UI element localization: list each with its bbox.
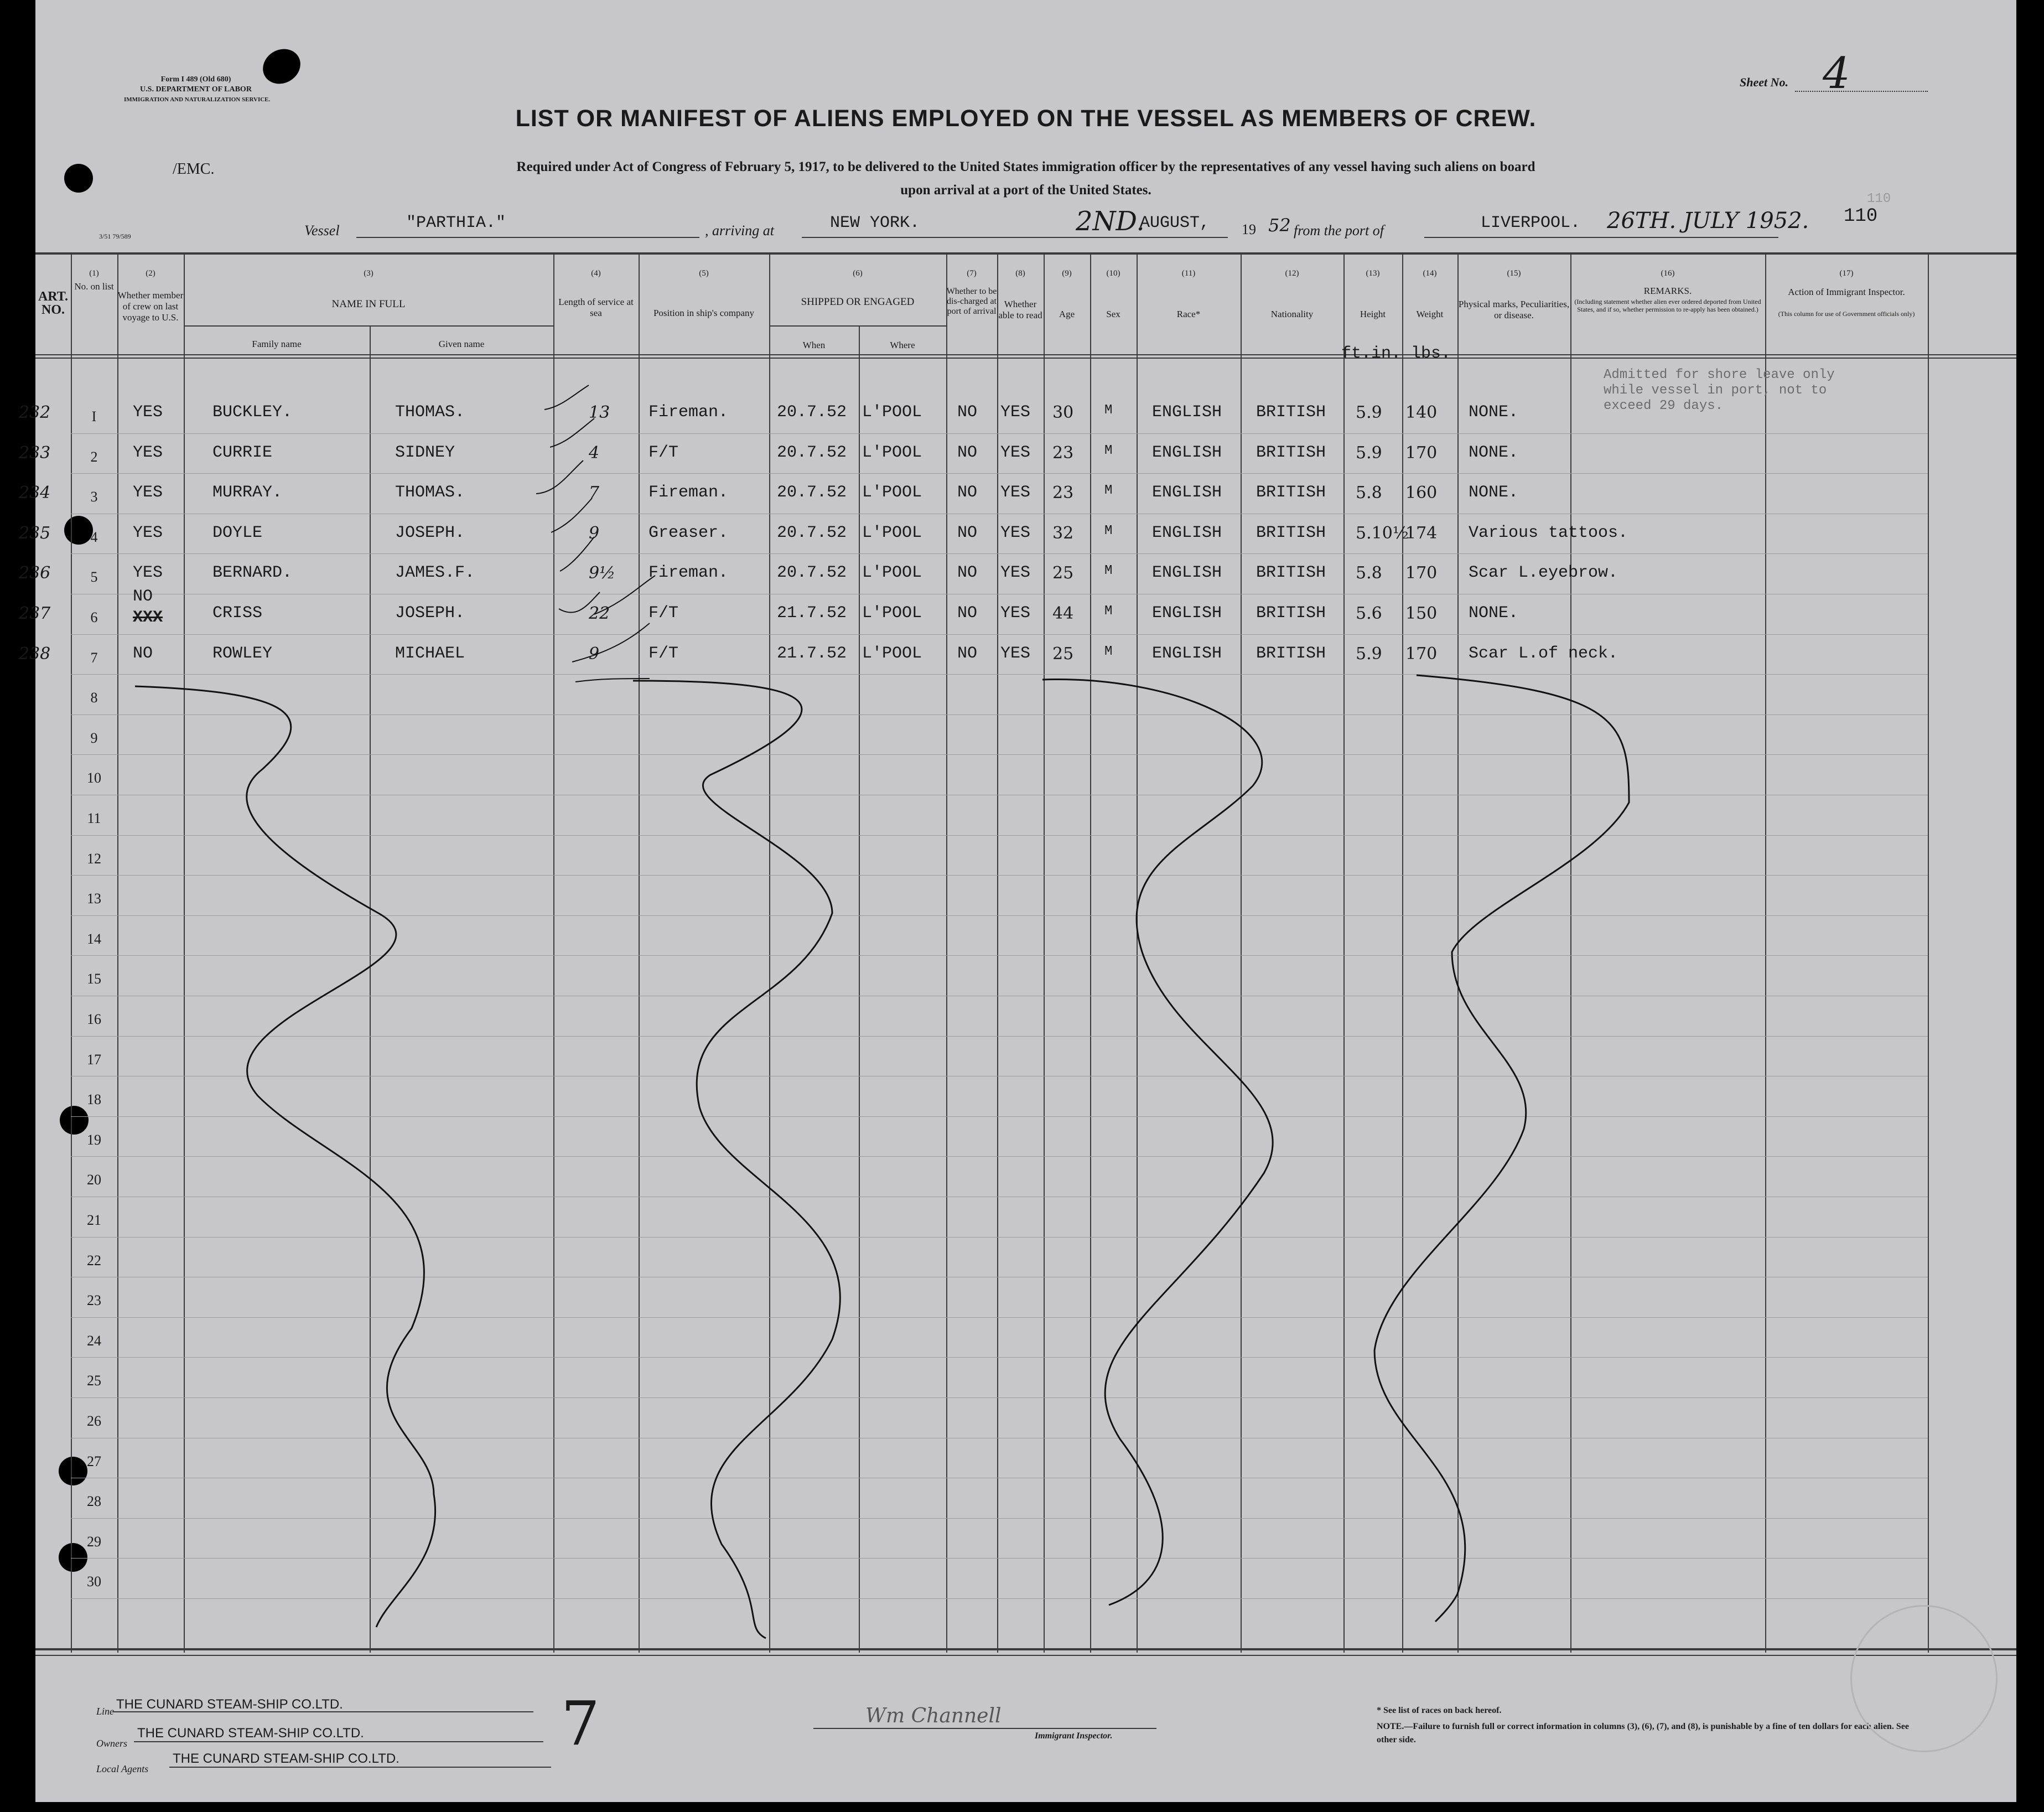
page-subtitle-2: upon arrival at a port of the United States. (900, 183, 1151, 198)
line-number: 29 (87, 1533, 101, 1550)
cell-when: 20.7.52 (777, 403, 847, 422)
cell-where: L'POOL (862, 483, 922, 503)
manifest-sheet (19, 0, 2016, 1802)
cell-read: YES (1000, 443, 1031, 462)
cell-weight: 170 (1405, 443, 1438, 463)
arrival-month: AUGUST, (1140, 214, 1210, 232)
cell-race: ENGLISH (1152, 483, 1222, 503)
cell-art: 236 (19, 563, 51, 583)
vessel-label: Vessel (304, 222, 340, 239)
cell-service: 4 (589, 443, 600, 463)
cell-service: 9 (589, 523, 600, 543)
line-number: 19 (87, 1131, 101, 1148)
check-mark (536, 460, 583, 494)
cell-race: ENGLISH (1152, 523, 1222, 542)
strike-line (135, 686, 435, 1627)
cell-position: Fireman. (649, 403, 729, 422)
cell-nationality: BRITISH (1256, 483, 1326, 503)
cell-read: YES (1000, 403, 1031, 422)
cell-given: JOSEPH. (395, 604, 465, 623)
line-number: 10 (87, 770, 101, 786)
cell-last-voyage-struck: XXX (133, 608, 163, 627)
line-number: 21 (87, 1212, 101, 1228)
cell-nationality: BRITISH (1256, 403, 1326, 422)
cell-discharged: NO (957, 563, 978, 583)
cell-last-voyage: NO (133, 587, 153, 606)
cell-where: L'POOL (862, 403, 922, 422)
line-number: 13 (87, 891, 101, 907)
inspector-label: Immigrant Inspector. (1035, 1731, 1113, 1741)
cell-nationality: BRITISH (1256, 604, 1326, 623)
col-number: (17) (1839, 269, 1854, 278)
cell-age: 30 (1052, 403, 1074, 422)
cell-race: ENGLISH (1152, 604, 1222, 623)
line-number: 11 (87, 810, 101, 826)
cell-family: CRISS (212, 604, 263, 623)
cell-nationality: BRITISH (1256, 644, 1326, 663)
cell-weight: 140 (1405, 403, 1438, 422)
cell-given: SIDNEY (395, 443, 455, 462)
strike-out-lines (35, 0, 2016, 1802)
cell-given: JOSEPH. (395, 523, 465, 542)
col-number: (2) (146, 269, 155, 278)
form-service: IMMIGRATION AND NATURALIZATION SERVICE. (124, 96, 271, 103)
cell-where: L'POOL (862, 604, 922, 623)
check-mark (551, 498, 592, 532)
line-number: 8 (90, 690, 98, 706)
col-number: (3) (364, 269, 373, 278)
line-label: Line (96, 1706, 115, 1717)
cell-read: YES (1000, 563, 1031, 583)
cell-height: 5.9 (1356, 403, 1382, 422)
col-length-service: Length of service at sea (558, 297, 634, 318)
page-title: LIST OR MANIFEST OF ALIENS EMPLOYED ON THE VESSEL AS MEMBERS OF CREW. (515, 105, 1537, 132)
col-number: (16) (1661, 269, 1675, 278)
check-mark (544, 385, 589, 410)
cell-age: 23 (1052, 443, 1074, 463)
cell-nationality: BRITISH (1256, 563, 1326, 583)
cell-last-voyage: YES (133, 523, 163, 542)
cell-art: 234 (19, 483, 51, 503)
cell-read: YES (1000, 483, 1031, 503)
cell-age: 44 (1052, 604, 1074, 623)
arriving-label: , arriving at (705, 222, 774, 239)
local-agents-value: THE CUNARD STEAM-SHIP CO.LTD. (173, 1751, 400, 1766)
line-number: 17 (87, 1051, 101, 1068)
cell-position: Fireman. (649, 483, 729, 503)
line-number: 4 (90, 529, 98, 545)
penalty-note: NOTE.—Failure to furnish full or correct information in columns (3), (6), (7), and (8), is punishable by a fine of ten dollars for each alien. See other side. (1377, 1722, 1909, 1744)
col-number: (10) (1106, 269, 1120, 278)
line-number: 15 (87, 971, 101, 987)
col-sex: Sex (1106, 309, 1120, 319)
cell-discharged: NO (957, 483, 978, 503)
cell-marks: NONE. (1469, 403, 1519, 422)
page-subtitle-1: Required under Act of Congress of February 5, 1917, to be delivered to the United States immigration officer by the representatives of any vessel having such aliens on board (516, 159, 1535, 174)
cell-weight: 174 (1405, 523, 1438, 543)
departure-port: LIVERPOOL. (1481, 214, 1581, 232)
col-number: (13) (1366, 269, 1380, 278)
cell-discharged: NO (957, 644, 978, 663)
cell-nationality: BRITISH (1256, 443, 1326, 462)
line-number: 9 (90, 729, 98, 746)
departure-date: 26TH. JULY 1952. (1607, 208, 1809, 234)
cell-position: F/T (649, 604, 679, 623)
col-given-name: Given name (438, 339, 485, 349)
col-action: Action of Immigrant Inspector. (1788, 287, 1905, 297)
col-art-no: ART. NO. (38, 289, 69, 317)
page-number: 110 (1844, 206, 1878, 227)
cell-family: BERNARD. (212, 563, 293, 583)
strike-line (1374, 675, 1629, 1622)
line-value: THE CUNARD STEAM-SHIP CO.LTD. (116, 1697, 343, 1712)
col-number: (1) (89, 269, 99, 278)
col-action-note: (This column for use of Government officials only) (1778, 310, 1915, 318)
col-name-in-full: NAME IN FULL (331, 298, 406, 310)
col-number: (9) (1062, 269, 1072, 278)
cell-given: THOMAS. (395, 483, 465, 503)
cell-age: 25 (1052, 644, 1074, 664)
cell-height: 5.9 (1356, 644, 1382, 664)
cell-race: ENGLISH (1152, 403, 1222, 422)
cell-when: 20.7.52 (777, 563, 847, 583)
col-nationality: Nationality (1270, 309, 1314, 319)
cell-last-voyage: YES (133, 443, 163, 462)
crew-total: 7 (561, 1688, 600, 1759)
cell-when: 20.7.52 (777, 443, 847, 462)
cell-given: THOMAS. (395, 403, 465, 422)
check-mark (572, 623, 650, 662)
file-code: /EMC. (173, 161, 215, 178)
line-number: 3 (90, 489, 98, 505)
line-number: I (91, 408, 97, 424)
cell-race: ENGLISH (1152, 563, 1222, 583)
cell-marks: NONE. (1469, 443, 1519, 462)
cell-position: F/T (649, 644, 679, 663)
cell-when: 21.7.52 (777, 604, 847, 623)
owners-value: THE CUNARD STEAM-SHIP CO.LTD. (137, 1726, 364, 1741)
line-number: 18 (87, 1091, 101, 1108)
cell-last-voyage: YES (133, 483, 163, 503)
cell-sex: M (1104, 523, 1113, 539)
col-physical-marks: Physical marks, Peculiarities, or disease. (1458, 299, 1570, 320)
owners-label: Owners (96, 1738, 128, 1749)
cell-service: 22 (589, 604, 610, 623)
year-prefix: 19 (1242, 221, 1256, 237)
sheet-number: 4 (1823, 49, 1850, 99)
line-number: 12 (87, 850, 101, 867)
col-race: Race* (1176, 309, 1201, 319)
col-height: Height (1360, 309, 1386, 319)
col-number: (4) (591, 269, 601, 278)
races-note: * See list of races on back hereof. (1377, 1706, 1502, 1715)
cell-marks: Various tattoos. (1469, 523, 1628, 542)
cell-sex: M (1104, 604, 1113, 619)
arrival-day: 2ND. (1076, 206, 1145, 237)
cell-art: 232 (19, 403, 51, 422)
line-number: 25 (87, 1373, 101, 1389)
arrival-port: NEW YORK. (830, 214, 920, 232)
check-mark (550, 418, 594, 447)
cell-service: 9½ (589, 563, 616, 583)
col-number: (12) (1285, 269, 1299, 278)
form-department: U.S. DEPARTMENT OF LABOR (140, 85, 252, 94)
cell-race: ENGLISH (1152, 443, 1222, 462)
col-able-to-read: Whether able to read (998, 299, 1042, 320)
cell-last-voyage: YES (133, 403, 163, 422)
cell-position: Fireman. (649, 563, 729, 583)
col-number: (15) (1507, 269, 1521, 278)
cell-position: F/T (649, 443, 679, 462)
cell-last-voyage: NO (133, 644, 153, 663)
cell-weight: 160 (1405, 483, 1438, 503)
cell-read: YES (1000, 523, 1031, 542)
cell-weight: 170 (1405, 644, 1438, 664)
cell-where: L'POOL (862, 644, 922, 663)
cell-sex: M (1104, 563, 1113, 579)
col-number: (14) (1423, 269, 1437, 278)
cell-art: 235 (19, 523, 51, 543)
cell-age: 32 (1052, 523, 1074, 543)
cell-marks: NONE. (1469, 604, 1519, 623)
strike-line (633, 681, 840, 1638)
col-age: Age (1059, 309, 1075, 319)
line-number: 2 (90, 448, 98, 465)
check-mark (560, 537, 594, 571)
cell-art: 233 (19, 443, 51, 463)
cell-family: CURRIE (212, 443, 273, 462)
cell-marks: Scar L.of neck. (1469, 644, 1618, 663)
col-member-last-voyage: Whether member of crew on last voyage to U.S. (117, 290, 184, 323)
cell-last-voyage: YES (133, 563, 163, 583)
cell-height: 5.6 (1356, 604, 1382, 623)
cell-when: 20.7.52 (777, 523, 847, 542)
cell-service: 9 (589, 644, 600, 664)
col-number: (8) (1015, 269, 1025, 278)
cell-nationality: BRITISH (1256, 523, 1326, 542)
cell-family: MURRAY. (212, 483, 283, 503)
col-discharged: Whether to be dis-charged at port of arrival (946, 287, 997, 316)
cell-when: 21.7.52 (777, 644, 847, 663)
cell-discharged: NO (957, 443, 978, 462)
cell-where: L'POOL (862, 443, 922, 462)
cell-art: 237 (19, 604, 51, 623)
line-number: 23 (87, 1292, 101, 1309)
col-number: (11) (1181, 269, 1196, 278)
line-number: 30 (87, 1573, 101, 1590)
cell-given: JAMES.F. (395, 563, 475, 583)
remarks-note: Admitted for shore leave only while vessel in port, not to exceed 29 days. (1604, 367, 1835, 413)
col-weight: Weight (1416, 309, 1444, 319)
col-when: When (802, 340, 826, 350)
line-number: 5 (90, 569, 98, 586)
cell-where: L'POOL (862, 563, 922, 583)
cell-family: BUCKLEY. (212, 403, 293, 422)
col-number: (5) (699, 269, 709, 278)
page-number-faint: 110 (1867, 191, 1891, 206)
cell-when: 20.7.52 (777, 483, 847, 503)
year-suffix: 52 (1268, 215, 1291, 236)
cell-weight: 170 (1405, 563, 1438, 583)
cell-age: 23 (1052, 483, 1074, 503)
units-label: ft.in. lbs. (1341, 344, 1451, 363)
line-number: 22 (87, 1252, 101, 1269)
col-number: (6) (853, 269, 863, 278)
col-family-name: Family name (252, 339, 302, 349)
cell-service: 7 (589, 483, 600, 503)
cell-sex: M (1104, 443, 1113, 458)
line-number: 6 (90, 609, 98, 625)
cell-given: MICHAEL (395, 644, 465, 663)
cell-sex: M (1104, 403, 1113, 418)
strike-line (1042, 680, 1273, 1605)
cell-discharged: NO (957, 403, 978, 422)
cell-race: ENGLISH (1152, 644, 1222, 663)
cell-where: L'POOL (862, 523, 922, 542)
col-position: Position in ship's company (653, 308, 755, 318)
cell-family: ROWLEY (212, 644, 273, 663)
cell-marks: NONE. (1469, 483, 1519, 503)
form-number: Form I 489 (Old 680) (160, 75, 231, 84)
line-number: 14 (87, 930, 101, 947)
line-number: 16 (87, 1011, 101, 1027)
col-shipped-engaged: SHIPPED OR ENGAGED (801, 296, 915, 308)
col-number: (7) (967, 269, 977, 278)
cell-age: 25 (1052, 563, 1074, 583)
cell-height: 5.9 (1356, 443, 1382, 463)
cell-height: 5.8 (1356, 483, 1382, 503)
line-number: 24 (87, 1332, 101, 1349)
col-where: Where (890, 340, 915, 350)
inspector-signature: Wm Channell (865, 1705, 1002, 1727)
check-mark (594, 576, 655, 614)
sheet-number-label: Sheet No. (1740, 75, 1788, 89)
col-remarks-note: (Including statement whether alien ever ordered deported from United States, and if so, whether permission to re-apply has been obtained.) (1574, 298, 1761, 313)
col-remarks: REMARKS. (1643, 286, 1692, 296)
cell-sex: M (1104, 644, 1113, 659)
line-number: 7 (90, 649, 98, 666)
vessel-name: "PARTHIA." (406, 214, 506, 232)
cell-weight: 150 (1405, 604, 1438, 623)
check-mark (559, 592, 600, 613)
line-number: 26 (87, 1413, 101, 1429)
line-number: 27 (87, 1453, 101, 1469)
local-agents-label: Local Agents (96, 1763, 149, 1774)
faint-seal (1850, 1605, 1998, 1752)
cell-position: Greaser. (649, 523, 729, 542)
cell-height: 5.8 (1356, 563, 1382, 583)
cell-art: 238 (19, 644, 51, 664)
line-number: 20 (87, 1172, 101, 1188)
cell-family: DOYLE (212, 523, 263, 542)
cell-height: 5.10½ (1356, 523, 1409, 543)
col-no-on-list: No. on list (74, 281, 114, 292)
cell-marks: Scar L.eyebrow. (1469, 563, 1618, 583)
cell-sex: M (1104, 483, 1113, 499)
cell-discharged: NO (957, 523, 978, 542)
cell-discharged: NO (957, 604, 978, 623)
line-number: 28 (87, 1493, 101, 1510)
cell-service: 13 (589, 403, 610, 422)
from-port-label: from the port of (1294, 222, 1384, 239)
cell-read: YES (1000, 644, 1031, 663)
cell-read: YES (1000, 604, 1031, 623)
form-print-code: 3/51 79/589 (99, 232, 131, 240)
